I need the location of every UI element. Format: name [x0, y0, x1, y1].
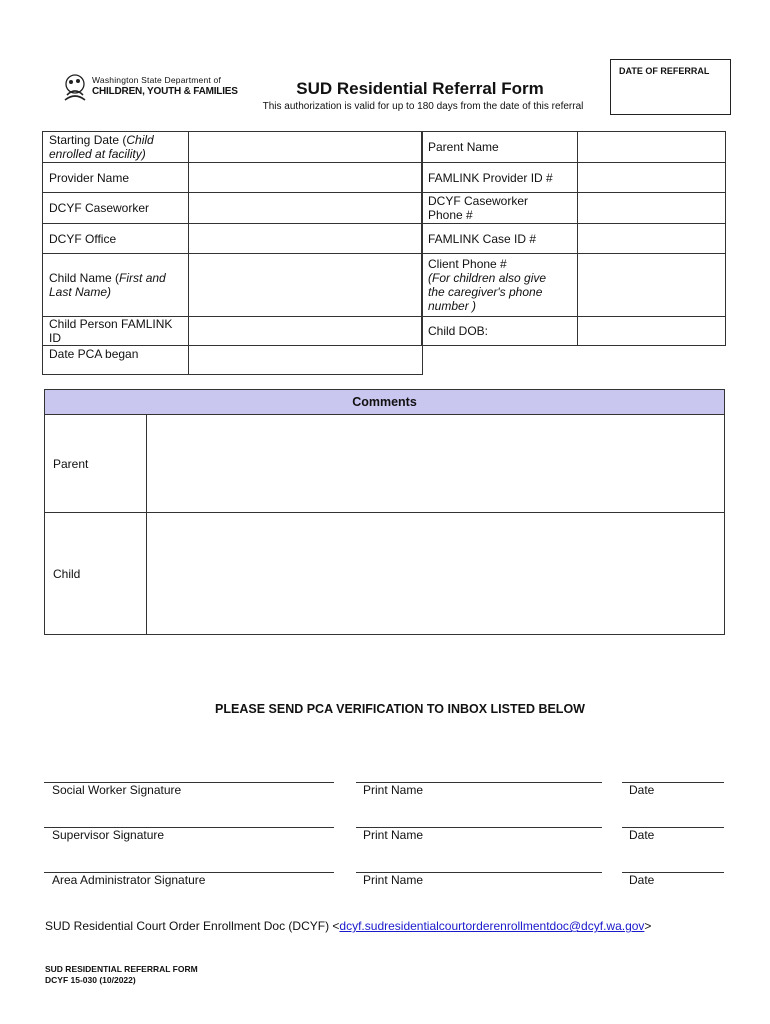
footer-form-number: DCYF 15-030 (10/2022) — [45, 975, 136, 985]
form-footer — [45, 964, 198, 986]
dcyf-caseworker-field[interactable] — [189, 193, 423, 224]
comments-parent-field[interactable] — [147, 415, 724, 512]
dcyf-caseworker-phone-field[interactable] — [578, 193, 726, 224]
dcyf-office-field[interactable] — [189, 224, 423, 254]
social-worker-signature-label: Social Worker Signature — [52, 783, 182, 797]
footer-form-name: SUD RESIDENTIAL REFERRAL FORM — [45, 964, 198, 974]
email-suffix: > — [644, 919, 652, 933]
date-pca-began-field[interactable] — [189, 346, 423, 375]
dcyf-caseworker-label: DCYF Caseworker — [43, 193, 189, 224]
logo-text-agency: CHILDREN, YOUTH & FAMILIES — [92, 86, 238, 97]
child-person-famlink-label: Child Person FAMLINK ID — [43, 317, 189, 346]
referral-info-right-table — [421, 131, 726, 346]
page-subtitle: This authorization is valid for up to 180 days from the date of this referral — [262, 101, 584, 112]
comments-parent-label: Parent — [53, 457, 89, 471]
supervisor-signature-label: Supervisor Signature — [52, 828, 165, 842]
referral-info-left-table — [42, 131, 423, 375]
parent-name-field[interactable] — [578, 132, 726, 163]
famlink-provider-id-label: FAMLINK Provider ID # — [422, 163, 578, 193]
comments-section — [44, 389, 725, 635]
date-of-referral-field[interactable] — [610, 59, 731, 115]
comments-header: Comments — [45, 390, 724, 415]
dcyf-office-label: DCYF Office — [43, 224, 189, 254]
client-phone-field[interactable] — [578, 254, 726, 317]
area-admin-date-label: Date — [629, 873, 655, 887]
social-worker-date-label: Date — [629, 783, 655, 797]
supervisor-print-name-label: Print Name — [363, 828, 424, 842]
provider-name-label: Provider Name — [43, 163, 189, 193]
child-dob-label: Child DOB: — [422, 317, 578, 346]
logo-text-department: Washington State Department of — [92, 75, 222, 85]
starting-date-field[interactable] — [189, 132, 423, 163]
famlink-case-id-label: FAMLINK Case ID # — [422, 224, 578, 254]
client-phone-label: Client Phone # (For children also give the caregiver's phone number ) — [422, 254, 578, 317]
email-link[interactable]: dcyf.sudresidentialcourtorderenrollmentdoc@dcyf.wa.gov — [339, 919, 645, 933]
comments-child-label: Child — [53, 567, 81, 581]
famlink-case-id-field[interactable] — [578, 224, 726, 254]
family-logo-icon — [62, 73, 88, 103]
email-prefix: SUD Residential Court Order Enrollment Doc (DCYF) < — [45, 919, 340, 933]
page-title: SUD Residential Referral Form — [296, 79, 544, 98]
famlink-provider-id-field[interactable] — [578, 163, 726, 193]
parent-name-label: Parent Name — [422, 132, 578, 163]
child-dob-field[interactable] — [578, 317, 726, 346]
starting-date-label: Starting Date (Child enrolled at facility) — [43, 132, 189, 163]
comments-child-field[interactable] — [147, 513, 724, 634]
child-person-famlink-field[interactable] — [189, 317, 423, 346]
area-admin-signature-label: Area Administrator Signature — [52, 873, 206, 887]
provider-name-field[interactable] — [189, 163, 423, 193]
email-instruction — [45, 919, 651, 933]
supervisor-date-label: Date — [629, 828, 655, 842]
date-pca-began-label: Date PCA began — [43, 346, 189, 375]
social-worker-print-name-label: Print Name — [363, 783, 424, 797]
dcyf-logo — [62, 73, 238, 105]
dcyf-caseworker-phone-label: DCYF Caseworker Phone # — [422, 193, 578, 224]
child-name-label: Child Name (First and Last Name) — [43, 254, 189, 317]
child-name-field[interactable] — [189, 254, 423, 317]
area-admin-print-name-label: Print Name — [363, 873, 424, 887]
date-of-referral-label: DATE OF REFERRAL — [619, 66, 710, 76]
pca-verification-notice: PLEASE SEND PCA VERIFICATION TO INBOX LISTED BELOW — [215, 702, 585, 716]
